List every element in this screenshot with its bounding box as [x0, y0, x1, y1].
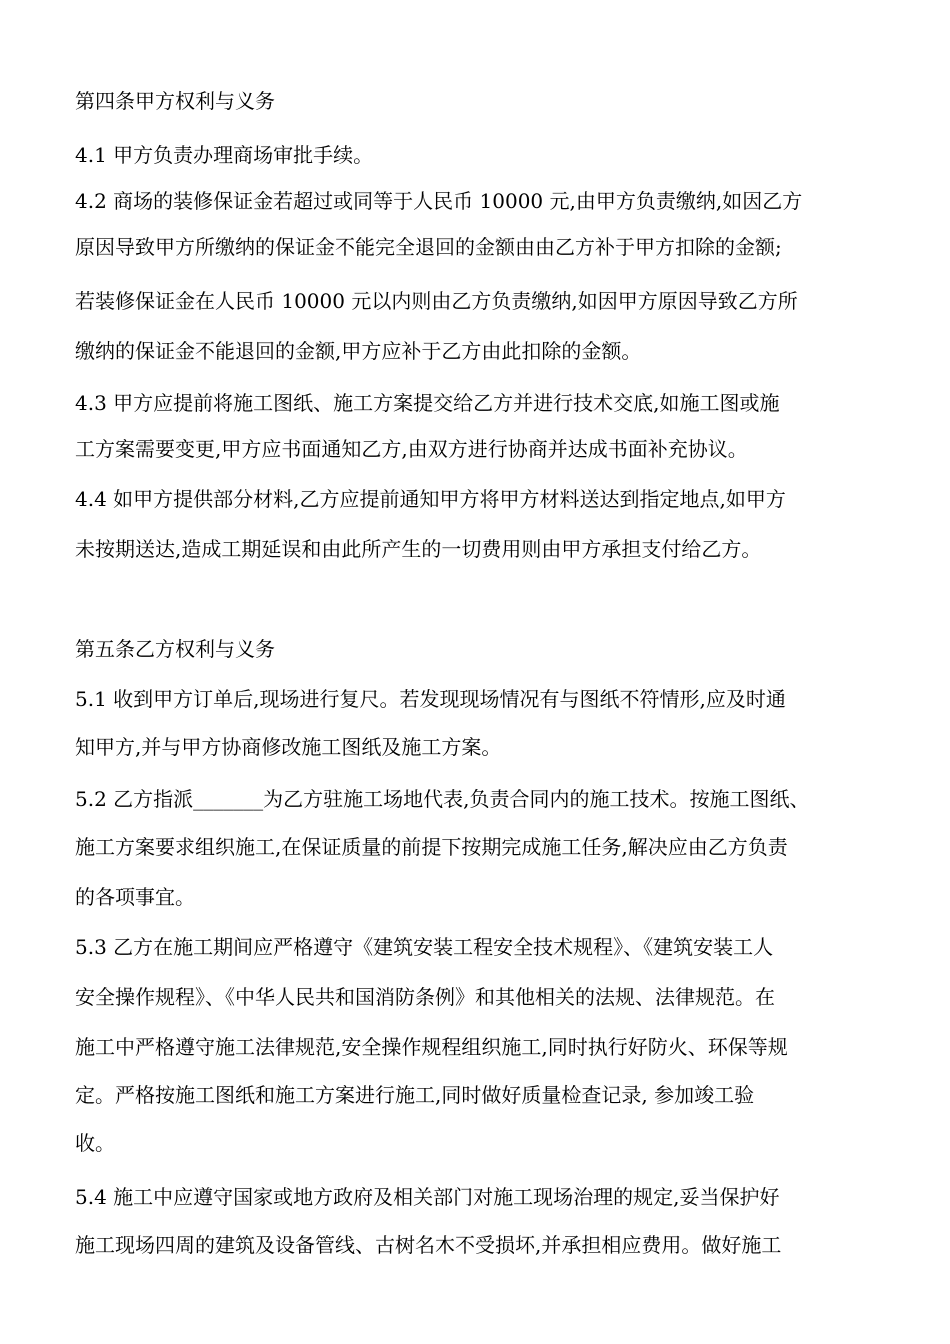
paragraph-line: 施工中严格遵守施工法律规范,安全操作规程组织施工,同时执行好防火、环保等规 — [75, 1035, 788, 1059]
paragraph-line: 工方案需要变更,甲方应书面通知乙方,由双方进行协商并达成书面补充协议。 — [75, 437, 748, 461]
paragraph-line: 原因导致甲方所缴纳的保证金不能完全退回的金额由由乙方补于甲方扣除的金额; — [75, 235, 782, 259]
paragraph-line: 5.2 乙方指派_______为乙方驻施工场地代表,负责合同内的施工技术。按施工图纸、 — [75, 787, 810, 811]
paragraph-line: 4.4 如甲方提供部分材料,乙方应提前通知甲方将甲方材料送达到指定地点,如甲方 — [75, 487, 786, 511]
paragraph-line: 5.1 收到甲方订单后,现场进行复尺。若发现现场情况有与图纸不符情形,应及时通 — [75, 687, 786, 711]
section-5-title: 第五条乙方权利与义务 — [75, 637, 275, 661]
paragraph-line: 施工现场四周的建筑及设备管线、古树名木不受损坏,并承担相应费用。做好施工 — [75, 1233, 782, 1257]
paragraph-line: 4.1 甲方负责办理商场审批手续。 — [75, 143, 374, 167]
paragraph-line: 5.4 施工中应遵守国家或地方政府及相关部门对施工现场治理的规定,妥当保护好 — [75, 1185, 780, 1209]
paragraph-line: 知甲方,并与甲方协商修改施工图纸及施工方案。 — [75, 735, 502, 759]
paragraph-line: 4.3 甲方应提前将施工图纸、施工方案提交给乙方并进行技术交底,如施工图或施 — [75, 391, 780, 415]
paragraph-line: 定。严格按施工图纸和施工方案进行施工,同时做好质量检查记录, 参加竣工验 — [75, 1083, 755, 1107]
paragraph-line: 施工方案要求组织施工,在保证质量的前提下按期完成施工任务,解决应由乙方负责 — [75, 835, 788, 859]
paragraph-line: 收。 — [75, 1131, 115, 1155]
section-4-title: 第四条甲方权利与义务 — [75, 89, 275, 113]
paragraph-line: 的各项事宜。 — [75, 885, 195, 909]
paragraph-line: 若装修保证金在人民币 10000 元以内则由乙方负责缴纳,如因甲方原因导致乙方所 — [75, 289, 798, 313]
paragraph-line: 4.2 商场的装修保证金若超过或同等于人民币 10000 元,由甲方负责缴纳,如因乙方 — [75, 189, 803, 213]
paragraph-line: 安全操作规程》、《中华人民共和国消防条例》和其他相关的法规、法律规范。在 — [75, 985, 775, 1009]
paragraph-line: 5.3 乙方在施工期间应严格遵守《建筑安装工程安全技术规程》、《建筑安装工人 — [75, 935, 774, 959]
paragraph-line: 缴纳的保证金不能退回的金额,甲方应补于乙方由此扣除的金额。 — [75, 339, 642, 363]
paragraph-line: 未按期送达,造成工期延误和由此所产生的一切费用则由甲方承担支付给乙方。 — [75, 537, 762, 561]
